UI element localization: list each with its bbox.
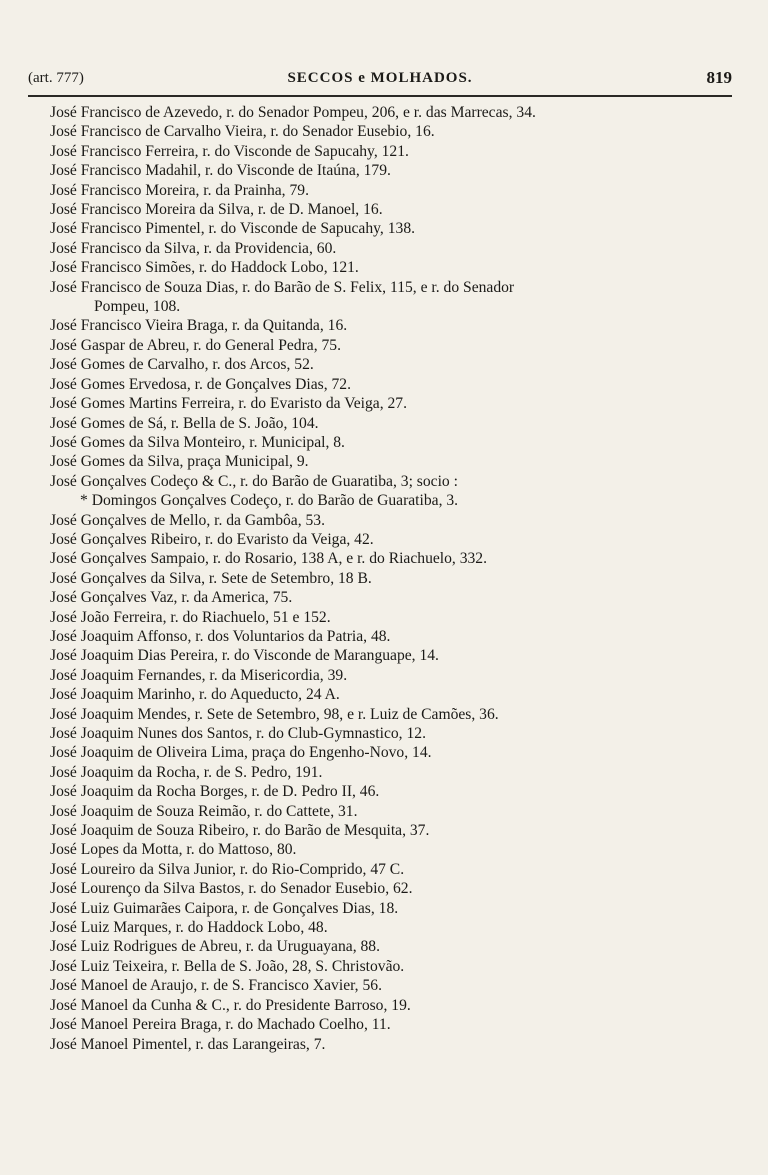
list-item: José Joaquim da Rocha, r. de S. Pedro, 191. <box>50 763 323 781</box>
list-item: José Joaquim de Oliveira Lima, praça do Engenho-Novo, 14. <box>50 744 432 762</box>
list-item: José Joaquim Fernandes, r. da Misericordia, 39. <box>50 666 348 684</box>
list-item: José Francisco de Souza Dias, r. do Barão de S. Felix, 115, e r. do Senador <box>50 278 515 296</box>
list-item: José Gonçalves Vaz, r. da America, 75. <box>50 589 293 607</box>
list-item: José Francisco Moreira da Silva, r. de D. Manoel, 16. <box>50 201 383 219</box>
list-item: José Joaquim de Souza Ribeiro, r. do Barão de Mesquita, 37. <box>50 822 430 840</box>
list-item: José Joaquim Mendes, r. Sete de Setembro, 98, e r. Luiz de Camões, 36. <box>50 705 499 723</box>
list-item: José Gomes da Silva Monteiro, r. Municipal, 8. <box>50 433 345 451</box>
list-item-continuation: Pompeu, 108. <box>94 298 181 316</box>
list-item: José Gonçalves de Mello, r. da Gambôa, 53. <box>50 511 325 529</box>
list-item: José Francisco de Carvalho Vieira, r. do Senador Eusebio, 16. <box>50 123 435 141</box>
list-item: José Gomes de Carvalho, r. dos Arcos, 52. <box>50 356 314 374</box>
list-item: José Luiz Marques, r. do Haddock Lobo, 48. <box>50 919 328 937</box>
list-item: José João Ferreira, r. do Riachuelo, 51 e 152. <box>50 608 331 626</box>
list-item: José Gaspar de Abreu, r. do General Pedra, 75. <box>50 336 341 354</box>
article-reference: (art. 777) <box>28 70 84 86</box>
list-item: José Francisco Ferreira, r. do Visconde de Sapucahy, 121. <box>50 142 409 160</box>
header-rule <box>28 95 732 97</box>
list-item: José Gomes de Sá, r. Bella de S. João, 104. <box>50 414 319 432</box>
page-header <box>28 68 732 94</box>
list-item: José Francisco Pimentel, r. do Visconde de Sapucahy, 138. <box>50 220 416 238</box>
list-item: José Joaquim Marinho, r. do Aqueducto, 24 A. <box>50 686 340 704</box>
list-item: José Manoel de Araujo, r. de S. Francisco Xavier, 56. <box>50 977 382 995</box>
list-item: José Francisco Moreira, r. da Prainha, 79. <box>50 181 309 199</box>
list-item: José Luiz Rodrigues de Abreu, r. da Uruguayana, 88. <box>50 938 380 956</box>
list-item: José Joaquim Affonso, r. dos Voluntarios da Patria, 48. <box>50 627 391 645</box>
directory-list <box>50 103 738 1054</box>
list-item: José Joaquim da Rocha Borges, r. de D. Pedro II, 46. <box>50 783 380 801</box>
list-item-partner: * Domingos Gonçalves Codeço, r. do Barão de Guaratiba, 3. <box>80 492 459 510</box>
list-item: José Gomes Martins Ferreira, r. do Evaristo da Veiga, 27. <box>50 395 407 413</box>
list-item: José Lourenço da Silva Bastos, r. do Senador Eusebio, 62. <box>50 880 413 898</box>
list-item: José Gonçalves da Silva, r. Sete de Setembro, 18 B. <box>50 569 372 587</box>
list-item: José Gomes Ervedosa, r. de Gonçalves Dias, 72. <box>50 375 351 393</box>
list-item: José Loureiro da Silva Junior, r. do Rio-Comprido, 47 C. <box>50 860 405 878</box>
list-item: José Francisco de Azevedo, r. do Senador Pompeu, 206, e r. das Marrecas, 34. <box>50 104 536 121</box>
list-item: José Francisco Vieira Braga, r. da Quitanda, 16. <box>50 317 348 335</box>
list-item: José Gonçalves Codeço & C., r. do Barão de Guaratiba, 3; socio : <box>50 472 458 490</box>
page-number: 819 <box>706 68 732 87</box>
list-item: José Luiz Teixeira, r. Bella de S. João, 28, S. Christovão. <box>50 957 405 975</box>
list-item: José Manoel Pereira Braga, r. do Machado Coelho, 11. <box>50 1016 391 1034</box>
list-item: José Gonçalves Sampaio, r. do Rosario, 138 A, e r. do Riachuelo, 332. <box>50 550 487 568</box>
list-item: José Manoel Pimentel, r. das Larangeiras, 7. <box>50 1035 326 1053</box>
list-item: José Francisco Madahil, r. do Visconde de Itaúna, 179. <box>50 162 391 180</box>
list-item: José Lopes da Motta, r. do Mattoso, 80. <box>50 841 297 859</box>
list-item: José Gomes da Silva, praça Municipal, 9. <box>50 453 309 471</box>
list-item: José Francisco Simões, r. do Haddock Lobo, 121. <box>50 259 359 277</box>
list-item: José Joaquim de Souza Reimão, r. do Cattete, 31. <box>50 802 358 820</box>
list-item: José Luiz Guimarães Caipora, r. de Gonçalves Dias, 18. <box>50 899 399 917</box>
list-item: José Joaquim Dias Pereira, r. do Visconde de Maranguape, 14. <box>50 647 439 665</box>
list-item: José Joaquim Nunes dos Santos, r. do Club-Gymnastico, 12. <box>50 725 426 742</box>
list-item: José Francisco da Silva, r. da Providencia, 60. <box>50 239 337 257</box>
list-item: José Gonçalves Ribeiro, r. do Evaristo da Veiga, 42. <box>50 530 374 548</box>
section-title: SECCOS e MOLHADOS. <box>287 70 473 86</box>
list-item: José Manoel da Cunha & C., r. do Presidente Barroso, 19. <box>50 996 411 1014</box>
